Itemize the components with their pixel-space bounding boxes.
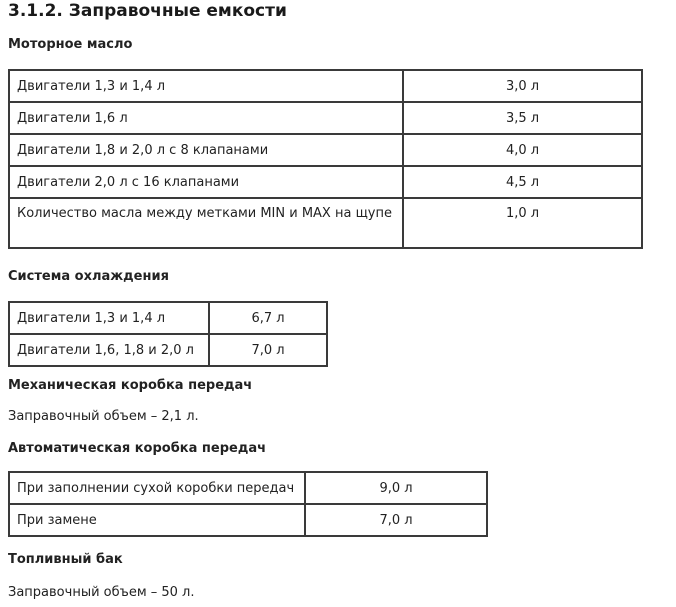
auto-gearbox-heading: Автоматическая коробка передач — [8, 441, 267, 456]
table-cell-value: 9,0 л — [305, 472, 487, 504]
table-cell-value: 6,7 л — [209, 302, 327, 334]
auto-gearbox-table — [8, 471, 488, 537]
cooling-heading: Система охлаждения — [8, 269, 169, 284]
table-row — [9, 166, 642, 198]
page-title: 3.1.2. Заправочные емкости — [8, 1, 287, 21]
table-cell-name: Двигатели 1,6 л — [9, 102, 403, 134]
table-cell-name: Двигатели 1,6, 1,8 и 2,0 л — [9, 334, 209, 366]
table-cell-value: 1,0 л — [403, 198, 642, 248]
table-cell-name: При заполнении сухой коробки передач — [9, 472, 305, 504]
table-cell-value: 4,0 л — [403, 134, 642, 166]
engine-oil-table — [8, 69, 643, 249]
table-cell-name: Двигатели 1,8 и 2,0 л с 8 клапанами — [9, 134, 403, 166]
table-cell-name: Двигатели 1,3 и 1,4 л — [9, 302, 209, 334]
cooling-table — [8, 301, 328, 367]
fuel-tank-text: Заправочный объем – 50 л. — [8, 585, 195, 600]
table-row — [9, 70, 642, 102]
table-cell-value: 7,0 л — [305, 504, 487, 536]
manual-gearbox-heading: Механическая коробка передач — [8, 378, 253, 393]
table-cell-value: 3,5 л — [403, 102, 642, 134]
table-row — [9, 472, 487, 504]
manual-gearbox-text: Заправочный объем – 2,1 л. — [8, 409, 199, 424]
table-row — [9, 334, 327, 366]
table-cell-name: При замене — [9, 504, 305, 536]
table-cell-value: 3,0 л — [403, 70, 642, 102]
table-row — [9, 302, 327, 334]
fuel-tank-heading: Топливный бак — [8, 552, 123, 567]
table-row — [9, 102, 642, 134]
table-cell-value: 7,0 л — [209, 334, 327, 366]
engine-oil-heading: Моторное масло — [8, 37, 133, 52]
table-cell-name: Двигатели 2,0 л с 16 клапанами — [9, 166, 403, 198]
table-row — [9, 134, 642, 166]
table-row — [9, 198, 642, 248]
table-cell-name: Двигатели 1,3 и 1,4 л — [9, 70, 403, 102]
table-cell-value: 4,5 л — [403, 166, 642, 198]
table-cell-name: Количество масла между метками MIN и MAX на щупе — [9, 198, 403, 248]
table-row — [9, 504, 487, 536]
